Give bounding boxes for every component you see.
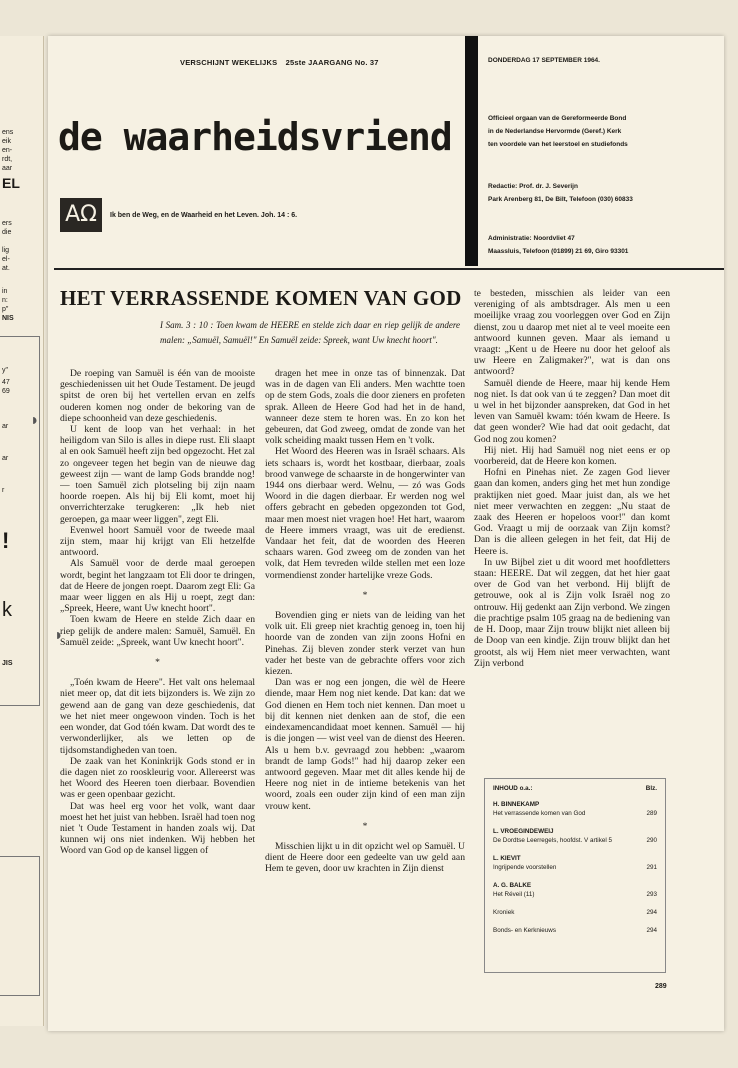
contents-page: 294 [646, 909, 657, 916]
article-column-3 [474, 288, 670, 768]
margin-fragment: k [2, 599, 12, 621]
margin-fragment: aar [2, 165, 13, 172]
margin-fragment: r [2, 487, 5, 494]
organ-line: Officieel orgaan van de Gereformeerde Bond [488, 115, 627, 122]
masthead-title: de waarheidsvriend [58, 115, 452, 159]
publication-line [180, 58, 379, 67]
margin-fragment: eik [2, 138, 11, 145]
margin-fragment: p" [2, 306, 9, 313]
binder-clip-icon: ◗ [30, 412, 40, 429]
paragraph: Misschien lijkt u in dit opzicht wel op Samuël. U dient de Heere door een gedeelte van uw geld aan Hem te geven, door uw krachten in Zijn dienst [265, 840, 465, 875]
margin-fragment: EL [2, 175, 20, 191]
contents-item [493, 800, 657, 818]
contents-page: 291 [646, 864, 657, 871]
organ-info [488, 112, 628, 151]
margin-fragment: JIS [2, 660, 13, 667]
contents-title: De Dordtse Leerregels, hoofdst. V artikel 5 [493, 837, 613, 844]
masthead-rule [54, 268, 724, 270]
volume-issue: 25ste JAARGANG No. 37 [285, 58, 379, 67]
margin-fragment: y" [2, 367, 8, 374]
paragraph: U kent de loop van het verhaal: in het heiligdom van Silo is alles in diepe rust. Eli slaapt al en ook Samuël heeft zijn bed opgezocht. Het zal zo ongeveer tegen het begin van de nieuwe dag geweest zijn — want de lamp Gods brandde nog! — toen Samuël zich plotseling bij zijn naam hoorde roepen. Als hij bij Eli komt, moet hij onverrichterzake terugkeren: „Ik heb niet geroepen, ga maar weer liggen", zegt Eli. [60, 424, 255, 525]
admin-info [488, 232, 628, 258]
margin-fragment: ens [2, 129, 14, 136]
margin-fragment: ! [2, 528, 10, 553]
editor-line: Redactie: Prof. dr. J. Severijn [488, 183, 578, 190]
paragraph: Dat was heel erg voor het volk, want daar moest het het juist van hebben. Israël had toen nog niet 't Oude Testament in handen zoals wij. Dat kunnen wij ons niet indenken. Wij hebben het Woord van God op de kansel liggen of [60, 800, 255, 857]
paragraph: Als Samuël voor de derde maal geroepen wordt, begint het langzaam tot Eli door te dringen, dat de Heere de jongen roept. Daarom zegt Eli: Ga maar weer liggen en als Hij u roept, zegt dan: „Spreek, Heere, want Uw knecht hoort". [60, 558, 255, 615]
contents-author: L. VROEGINDEWEIJ [493, 828, 554, 835]
scripture-verse: I Sam. 3 : 10 : Toen kwam de HEERE en stelde zich daar en riep gelijk de andere malen: „Samuël, Samuël!" En Samuël zeide: Spreek, want Uw knecht hoort". [160, 320, 460, 345]
section-separator: * [362, 589, 368, 601]
paragraph: In uw Bijbel ziet u dit woord met hoofdletters staan: HEERE. Dat wil zeggen, dat het hier gaat over de God van het verbond. Hij blijft de getrouwe, ook al is Zijn volk Israël nog zo ontrouw. Hij gedenkt aan Zijn verbond. We zingen die prachtige psalm 105 graag na de bediening van de H. Doop, maar Zijn trouw blijkt niet alleen bij de Doop van een kindje. Zijn trouw blijkt dan het grootst, als wij Hem niet meer verwachten, want Zijn verbond [474, 556, 670, 669]
margin-fragment: die [2, 229, 12, 236]
contents-author: L. KIEVIT [493, 855, 521, 862]
alpha-omega-logo: AΩ [60, 198, 102, 232]
contents-page: 290 [646, 837, 657, 844]
contents-title: Bonds- en Kerknieuws [493, 927, 557, 934]
paragraph: „Toén kwam de Heere". Het valt ons helemaal niet meer op, dat dit iets bijzonders is. We zijn zo gewend aan de gang van deze geschiedenis, dat we het niet meer ongewoon vinden. Toch is het een wonder, dat God tóén kwam. Dat wordt des te verwonderlijker, als we letten op de tijdsomstandigheden van toen. [60, 677, 255, 756]
adjacent-page-fragment [0, 36, 44, 1026]
paragraph: Bovendien ging er niets van de leiding van het volk uit. Eli greep niet krachtig genoeg in, toen hij hoorde van de zonden van zijn zoons Hofni en Pinehas. Zij bleven zonder sterk verzet van hun vader het beste van de gebrachte offers voor zich kiezen. [265, 610, 465, 678]
contents-title: Het Réveil (11) [493, 891, 535, 898]
section-separator: * [362, 820, 368, 832]
section-separator: * [155, 657, 160, 669]
paragraph: Evenwel hoort Samuël voor de tweede maal zijn stem, maar hij krijgt van Eli hetzelfde antwoord. [60, 524, 255, 559]
contents-page: 294 [646, 927, 657, 934]
paragraph: Het Woord des Heeren was in Israël schaars. Als iets schaars is, wordt het kostbaar, dierbaar, zoals brood vanwege de schaarste in de hongerwinter van 1944 ons dierbaar werd. Welnu, — zó was Gods Woord in die dagen dierbaar. Er werden nog wel offers gebracht en gebeden opgezonden tot God, maar men moest niet vragen hoe! Het hart, waarom de Heere immers vraagt, was uit de eredienst. Vandaar het feit, dat de woorden des Heeren schaars waren. God zweeg om de zonden van het volk, dat Hem tevreden wilde stellen met een loze vormendienst zonder hartelijke vreze Gods. [265, 446, 465, 581]
editor-info [488, 180, 633, 206]
margin-fragment: en- [2, 147, 13, 154]
masthead-divider-bar [465, 36, 478, 266]
paragraph: Hij niet. Hij had Samuël nog niet eens er op voorbereid, dat de Heere kon komen. [474, 444, 670, 468]
contents-title: Het verrassende komen van God [493, 810, 586, 817]
binder-clip-icon: ◗ [54, 627, 64, 644]
contents-item [493, 881, 657, 899]
frequency-text: VERSCHIJNT WEKELIJKS [180, 58, 278, 67]
admin-line: Administratie: Noordvliet 47 [488, 235, 575, 242]
margin-fragment: at. [2, 265, 10, 272]
page-number: 289 [655, 983, 667, 990]
editor-line: Park Arenberg 81, De Bilt, Telefoon (030) 60833 [488, 196, 633, 203]
contents-item [493, 827, 657, 845]
article-title: HET VERRASSENDE KOMEN VAN GOD [60, 286, 462, 310]
contents-title: Kroniek [493, 909, 515, 916]
margin-fragment: 69 [2, 388, 10, 395]
margin-fragment: 47 [2, 379, 10, 386]
contents-heading: INHOUD o.a.: [493, 785, 533, 792]
margin-fragment: ar [2, 455, 9, 462]
paragraph: Samuël diende de Heere, maar hij kende Hem nog niet. Is dat ook van ú te zeggen? Dan moet dit u wel in het bijzonder aanspreken, dat God in het leven van Samuël kwam: tóén kwam de Heere. Is dat geen wonder? Wie had dat ooit gedacht, dat God nog zou komen? [474, 377, 670, 445]
margin-fragment: el- [2, 256, 10, 263]
article-column-2 [265, 368, 465, 1028]
issue-date: DONDERDAG 17 SEPTEMBER 1964. [488, 57, 600, 64]
contents-page: 289 [646, 810, 657, 817]
admin-line: Maassluis, Telefoon (01899) 21 69, Giro 93301 [488, 248, 629, 255]
margin-fragment: NIS [2, 315, 14, 322]
organ-line: in de Nederlandse Hervormde (Geref.) Kerk [488, 128, 622, 135]
margin-fragment: ar [2, 423, 9, 430]
paragraph: Toen kwam de Heere en stelde Zich daar en riep gelijk de andere malen: Samuël, Samuël. En Samuël zeide: „Spreek, want Uw knecht hoort". [60, 614, 255, 648]
masthead-motto: Ik ben de Weg, en de Waarheid en het Leven. Joh. 14 : 6. [110, 212, 298, 219]
paragraph: dragen het mee in onze tas of binnenzak. Dat was in de dagen van Eli anders. Men wachtte toen op de stem Gods, zoals die door zieners en profeten sprak. Alleen de Heere God had het in de hand, wanneer deze stem te horen was. En zo kon het gebeuren, dat God zweeg, omdat de zonde van het volk scheiding maakt tussen Hem en 't volk. [265, 368, 465, 447]
article-column-1 [60, 368, 255, 1028]
margin-fragment: n: [2, 297, 8, 304]
contents-page-label: Blz. [645, 785, 657, 792]
margin-fragment: in [2, 288, 8, 295]
organ-line: ten voordele van het leerstoel en studiefonds [488, 141, 628, 148]
paragraph: te besteden, misschien als leider van een vereniging of als ambtsdrager. Als men u een moeilijke vraag zou voorleggen over God en Zijn dienst, zou u daarop met niet al te veel moeite een antwoord kunnen geven. Maar als iemand u vraagt: „Kent u de Heere nu door het geloof als uw Heere en Zaligmaker?", wat is dan ons antwoord? [474, 288, 670, 378]
margin-fragment: rdt, [2, 156, 13, 163]
contents-item [493, 854, 657, 872]
paragraph: De roeping van Samuël is één van de mooiste geschiedenissen uit het Oude Testament. De jeugd spitst de oren bij het vertellen ervan en zelfs ouderen komen nog onder de bekoring van de diepe schoonheid van deze geschiedenis. [60, 368, 255, 424]
contents-page: 293 [646, 891, 657, 898]
contents-author: A. G. BALKE [493, 882, 532, 889]
contents-title: Ingrijpende voorstellen [493, 864, 557, 871]
contents-header [493, 785, 657, 792]
margin-fragment: lig [2, 247, 10, 254]
contents-item [493, 926, 657, 935]
contents-author: H. BINNEKAMP [493, 801, 540, 808]
paragraph: De zaak van het Koninkrijk Gods stond er in die dagen niet zo rooskleurig voor. Allereerst was het Woord des Heeren toen dierbaar. Bovendien was er geen openbaar gezicht. [60, 755, 255, 801]
contents-item [493, 908, 657, 917]
contents-box [484, 778, 666, 973]
paragraph: Hofni en Pinehas niet. Ze zagen God liever gaan dan komen, anders ging het met hun zondige praktijken niet goed. Maar juist dan, als we het niet meer verwachten en zeggen: „Nu staat de zaak des Heeren er hopeloos voor!" dan komt God. Vraagt u mij de oorzaak van Zijn komst? Dan is die alleen gelegen in het feit, dat Hij de Heere is. [474, 467, 670, 557]
paragraph: Dan was er nog een jongen, die wèl de Heere diende, maar Hem nog niet kende. Dat kan: dat we God dienen en Hem toch niet kennen. Dan moet u bij dit kennen niet denken aan de stof, die een eindexamencandidaat moet kennen. Samuël — hij is die jongen — wist veel van de dienst des Heeren. Als u hem b.v. gevraagd zou hebben: „waarom brandt de lamp Gods!" had hij daarop zeker een antwoord gegeven. Maar met dit alles kende hij de Heere nog niet in de intieme betekenis van het woord, zoals een ouder zijn kind of een man zijn vrouw kent. [265, 677, 465, 812]
margin-fragment: ers [2, 220, 12, 227]
